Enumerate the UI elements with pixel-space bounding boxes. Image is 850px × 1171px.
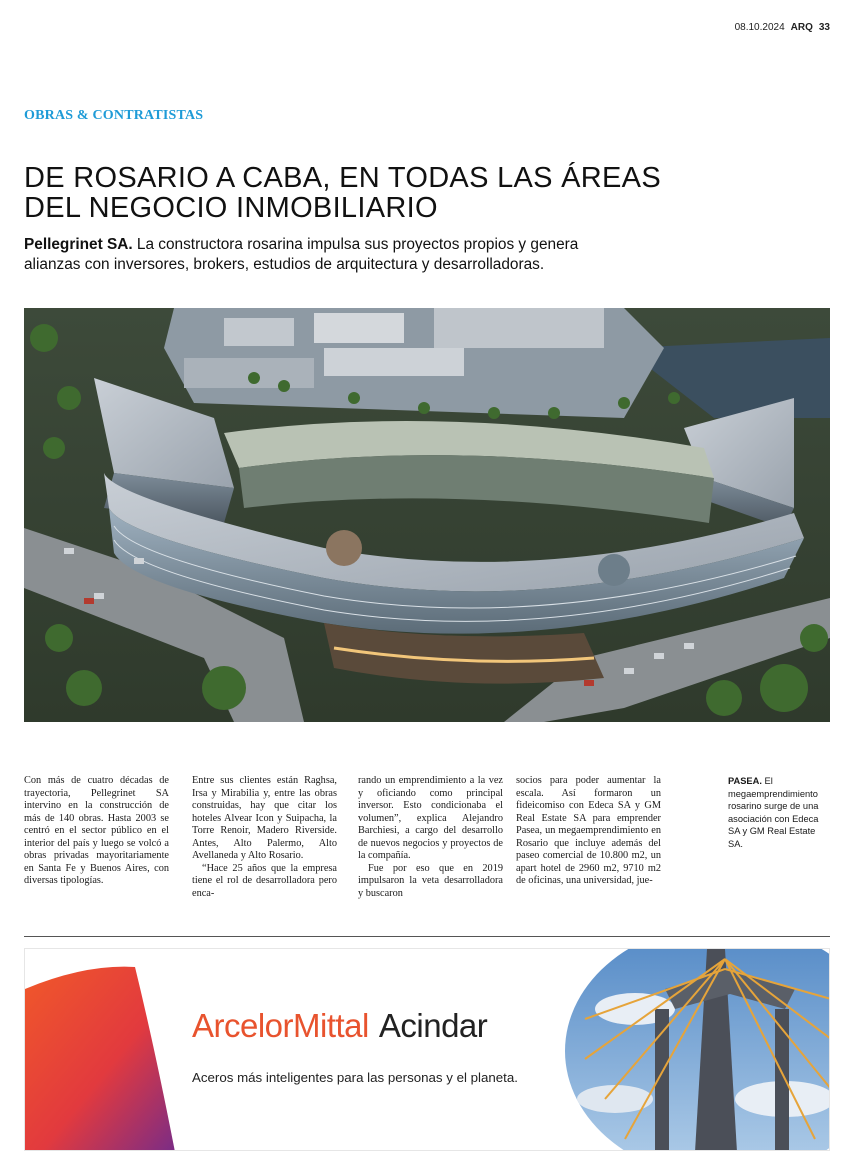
article-column-1 [24, 775, 169, 888]
logo-arcelormittal: ArcelorMittal [192, 1007, 369, 1044]
ad-artwork [25, 949, 830, 1151]
ad-tagline: Aceros más inteligentes para las personas y el planeta. [192, 1070, 518, 1085]
arcelormittal-acindar-logo [192, 1007, 487, 1045]
article-column-4 [516, 775, 661, 888]
caption-text: El megaemprendimiento rosarino surge de una asociación con Edeca SA y GM Real Estate SA. [728, 776, 819, 849]
project-rendering-photo [24, 308, 830, 722]
lead-paragraph [24, 235, 584, 275]
caption-label: PASEA. [728, 776, 762, 786]
paragraph: socios para poder aumentar la escala. Así formaron un fideicomiso con Edeca SA y GM Real Estate SA para emprender Pasea, un megaemprendimiento en Rosario que incluye además del paseo comercial de 10.800 m2, un apart hotel de 2960 m2, 9710 m2 de oficinas, una universidad, jue- [516, 775, 661, 886]
advertisement [24, 948, 830, 1151]
article-column-3 [358, 775, 503, 900]
paragraph: “Hace 25 años que la empresa tiene el rol de desarrolladora pero enca- [192, 862, 337, 899]
page-header [735, 22, 830, 33]
lead-company-name: Pellegrinet SA. [24, 236, 133, 253]
publication-name: ARQ [790, 22, 813, 33]
headline [24, 163, 664, 223]
logo-acindar: Acindar [378, 1007, 488, 1044]
page-number: 33 [818, 22, 830, 33]
photo-caption [728, 775, 830, 850]
paragraph: Entre sus clientes están Raghsa, Irsa y Mirabilia y, entre las obras construidas, hay que citar los hoteles Alvear Icon y Suipacha, la Torre Renoir, Madero Riverside. Antes, Alto Palermo, Alto Avellaneda y Alto Rosario. [192, 775, 337, 861]
paragraph: rando un emprendimiento a la vez y oficiando como principal inversor. Esto condicionaba el volumen”, explica Alejandro Barchiesi, a cargo del desarrollo de nuevos negocios y proyectos de la compañía. [358, 775, 503, 861]
issue-date: 08.10.2024 [734, 22, 785, 33]
section-label: OBRAS & CONTRATISTAS [24, 108, 204, 123]
lead-text: La constructora rosarina impulsa sus proyectos propios y genera alianzas con inversores, brokers, estudios de arquitectura y desarrolladoras. [24, 236, 579, 273]
headline-line-1: DE ROSARIO A CABA, EN TODAS LAS ÁREAS [24, 162, 661, 194]
article-column-2 [192, 775, 337, 900]
divider [24, 936, 830, 937]
paragraph: Fue por eso que en 2019 impulsaron la veta desarrolladora y buscaron [358, 862, 503, 899]
paragraph: Con más de cuatro décadas de trayectoria, Pellegrinet SA intervino en la construcción de más de 140 obras. Hasta 2003 se centró en el sector público en el interior del país y luego se volcó a obras privadas mayoritariamente en Santa Fe y Buenos Aires, con diversas tipologías. [24, 775, 169, 886]
headline-line-2: DEL NEGOCIO INMOBILIARIO [24, 192, 438, 224]
